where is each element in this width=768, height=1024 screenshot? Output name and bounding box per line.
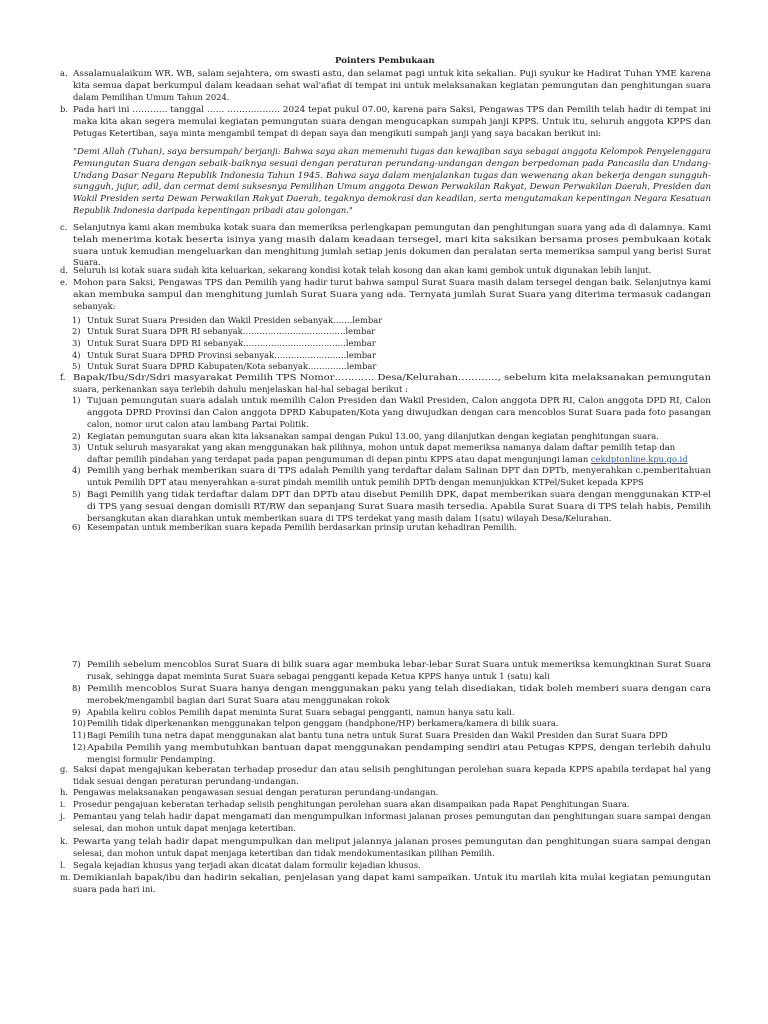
item-text-line: suara untuk kemudian mengeluarkan dan menghitung jumlah setiap jenis dokumen dan peralatan serta memeriksa sampul yang berisi Surat	[73, 245, 711, 256]
item-text-line: telah menerima kotak beserta isinya yang masih dalam keadaan tersegel, mari kita saksikan bersama proses pembukaan kotak	[73, 233, 712, 244]
item-text-line: Untuk Surat Suara DPR RI sebanyak……………………………….lembar	[87, 326, 376, 336]
oath-text-line: Wakil Presiden serta Dewan Perwakilan Rakyat Daerah, tegaknya demokrasi dan keadilan, serta mengutamakan kepentingan Negara Kesatuan	[73, 193, 711, 203]
item-text-line: Bagi Pemilih yang tidak terdaftar dalam DPT dan DPTb atau disebut Pemilih DPK, dapat memberikan suara dengan menggunakan KTP-el	[87, 489, 711, 499]
item-marker: f.	[60, 372, 66, 382]
item-marker: 12)	[72, 742, 86, 752]
item-text-line: bersangkutan akan diarahkan untuk memberikan suara di TPS terdekat yang masih dalam 1(satu) wilayah Desa/Kelurahan.	[87, 512, 612, 523]
item-marker: 4)	[72, 350, 81, 360]
item-text-line: Pada hari ini ………… tanggal …… ……………… 2024 tepat pukul 07.00, karena para Saksi, Pengawas TPS dan Pemilih telah hadir di tempat ini	[73, 104, 712, 114]
item-marker: c.	[60, 222, 68, 232]
item-text-line: Seluruh isi kotak suara sudah kita keluarkan, sekarang kondisi kotak telah kosong dan akan kami gembok untuk digunakan lebih lanjut.	[73, 265, 652, 275]
item-text-line: daftar pemilih pindahan yang terdapat pada papan pengumuman di depan pintu KPPS atau dapat mengunjungi laman	[87, 453, 591, 464]
item-marker: m.	[60, 872, 71, 882]
item-marker: 1)	[72, 395, 81, 405]
item-text-line: anggota DPRD Provinsi dan Calon anggota DPRD Kabupaten/Kota yang diwujudkan dengan cara mencoblos Surat Suara pada foto pasangan	[87, 406, 712, 417]
item-text-line: Prosedur pengajuan keberatan terhadap selisih penghitungan perolehan suara akan disampaikan pada Rapat Penghitungan Suara.	[73, 799, 630, 809]
item-marker: 3)	[72, 442, 81, 452]
item-text-line: Bapak/Ibu/Sdr/Sdri masyarakat Pemilih TPS Nomor………… Desa/Kelurahan…………, sebelum kita melaksanakan pemungutan	[73, 372, 712, 382]
item-text-line: kita semua dapat berkumpul dalam keadaan sehat wal'afiat di tempat ini untuk melaksanakan kegiatan pemungutan dan penghitungan suara	[73, 79, 711, 90]
oath-text-line: Republik Indonesia daripada kepentingan pribadi atau golongan."	[73, 204, 353, 215]
item-text-line: Untuk Surat Suara DPRD Provinsi sebanyak……………………..lembar	[87, 350, 377, 360]
item-text-line: mengisi formulir Pendamping.	[87, 753, 216, 764]
item-text-line: Untuk Surat Suara Presiden dan Wakil Presiden sebanyak…….lembar	[87, 315, 383, 325]
item-text-line: akan membuka sampul dan menghitung jumlah Surat Suara yang ada. Ternyata jumlah Surat Suara yang diterima termasuk cadangan	[73, 288, 712, 299]
item-marker: g.	[60, 764, 68, 774]
item-marker: e.	[60, 277, 68, 287]
document-title: Pointers Pembukaan	[335, 56, 435, 66]
oath-text-line: "Demi Allah (Tuhan), saya bersumpah/ berjanji: Bahwa saya akan memenuhi tugas dan kewajiban saya sebagai anggota Kelompok Penyelenggara	[73, 146, 711, 156]
oath-text-line: Pemungutan Suara dengan sebaik-baiknya sesuai dengan peraturan perundang-undangan dengan berpedoman pada Pancasila dan Undang-	[73, 157, 712, 168]
item-text-line: maka kita akan segera memulai kegiatan pemungutan suara dengan mengucapkan sumpah janji KPPS. Untuk itu, seluruh anggota KPPS dan	[73, 115, 711, 126]
item-marker: 2)	[72, 326, 81, 336]
item-marker: b.	[60, 104, 68, 114]
item-text-line: rusak, sehingga dapat meminta Surat Suara sebagai pengganti kepada Ketua KPPS hanya untuk 1 (satu) kali	[87, 670, 550, 681]
item-marker: 2)	[72, 431, 81, 441]
item-text-line: Segala kejadian khusus yang terjadi akan dicatat dalam formulir kejadian khusus.	[73, 860, 421, 870]
item-text-line: Saksi dapat mengajukan keberatan terhadap prosedur dan atau selisih penghitungan perolehan suara kepada KPPS apabila terdapat hal yang	[73, 764, 712, 774]
item-text-line: Pemilih sebelum mencoblos Surat Suara di bilik suara agar membuka lebar-lebar Surat Suara untuk memeriksa kemungkinan Surat Suara	[87, 659, 712, 669]
item-text-line: Demikianlah bapak/ibu dan hadirin sekalian, penjelasan yang dapat kami sampaikan. Untuk itu marilah kita mulai kegiatan pemungutan	[73, 872, 711, 882]
item-text-line: suara pada hari ini.	[73, 883, 156, 894]
item-marker: 11)	[72, 730, 86, 740]
item-text-line: Bagi Pemilih tuna netra dapat menggunakan alat bantu tuna netra untuk Surat Suara Presiden dan Wakil Presiden dan Surat Suara DPD	[87, 730, 668, 740]
item-text-line: sebanyak:	[73, 300, 116, 311]
item-marker: j.	[60, 811, 66, 821]
item-text-line: Pengawas melaksanakan pengawasan sesuai dengan peraturan perundang-undangan.	[73, 787, 439, 797]
item-text-line: Kegiatan pemungutan suara akan kita laksanakan sampai dengan Pukul 13.00, yang dilanjutkan dengan kegiatan penghitungan suara.	[87, 431, 659, 441]
item-marker: 3)	[72, 338, 81, 348]
item-text-line: Suara.	[73, 257, 101, 268]
item-marker: d.	[60, 265, 68, 275]
item-marker: 6)	[72, 522, 81, 532]
item-text-line: Pemilih yang berhak memberikan suara di TPS adalah Pemilih yang terdaftar dalam Salinan DPT dan DPTb, menyerahkan c.pemberitahuan	[87, 465, 712, 475]
item-marker: 10)	[72, 718, 86, 728]
item-text-line: suara, perkenankan saya terlebih dahulu menjelaskan hal-hal sebagai berikut :	[73, 383, 408, 394]
item-text-line: calon, nomor urut calon atau lambang Partai Politik.	[87, 418, 309, 429]
oath-text-line: sungguh, jujur, adil, dan cermat demi suksesnya Pemilihan Umum anggota Dewan Perwakilan Rakyat, Dewan Perwakilan Daerah, Presiden dan	[73, 181, 712, 192]
item-text-line: selesai, dan mohon untuk dapat menjaga ketertiban.	[73, 822, 296, 833]
item-text-line: Petugas Ketertiban, saya minta mengambil tempat di depan saya dan mengikuti sumpah janji yang saya bacakan berikut ini:	[73, 127, 602, 138]
item-marker: 4)	[72, 465, 81, 475]
item-text-line: Apabila keliru coblos Pemilih dapat meminta Surat Suara sebagai pengganti, namun hanya satu kali.	[87, 707, 515, 717]
item-text-line: merobek/mengambil bagian dari Surat Suara atau menggunakan rokok	[87, 694, 390, 705]
item-text-line: Pewarta yang telah hadir dapat mengumpulkan dan meliput jalannya jalanan proses pemungutan dan penghitungan suara sampai dengan	[73, 836, 712, 846]
item-text-line: Pemantau yang telah hadir dapat mengamati dan mengumpulkan informasi jalanan proses pemungutan dan penghitungan suara sampai dengan	[73, 811, 712, 821]
item-text-line: di TPS yang sesuai dengan domisili RT/RW dan sepanjang Surat Suara masih tersedia. Apabila Surat Suara di TPS telah habis, Pemilih	[87, 500, 711, 511]
item-marker: 5)	[72, 489, 81, 499]
item-text-line: tidak sesuai dengan peraturan perundang-undangan.	[73, 775, 299, 786]
item-marker: 7)	[72, 659, 81, 669]
item-text-line: Apabila Pemilih yang membutuhkan bantuan dapat menggunakan pendamping sendiri atau Petugas KPPS, dengan terlebih dahulu	[87, 742, 711, 752]
item-marker: i.	[60, 799, 66, 809]
item-text-line: Assalamualaikum WR. WB, salam sejahtera, om swasti astu, dan selamat pagi untuk kita sekalian. Puji syukur ke Hadirat Tuhan YME karena	[73, 68, 712, 78]
item-text-line: Pemilih tidak diperkenankan menggunakan telpon genggam (handphone/HP) berkamera/kamera di bilik suara.	[87, 718, 559, 728]
item-marker: 5)	[72, 361, 81, 371]
item-text-line: Pemilih mencoblos Surat Suara hanya dengan menggunakan paku yang telah disediakan, tidak boleh memberi suara dengan cara	[87, 683, 712, 693]
item-text-line: untuk Pemilih DPT atau menyerahkan a-surat pindah memilih untuk pemilih DPTb dengan menunjukkan KTPel/Suket kepada KPPS	[87, 476, 644, 487]
item-marker: a.	[60, 68, 68, 78]
item-text-line: Untuk Surat Suara DPD RI sebanyak……………………………….lembar	[87, 338, 376, 348]
item-text-line: Untuk Surat Suara DPRD Kabupaten/Kota sebanyak…………..lembar	[87, 361, 377, 371]
item-text-line: Tujuan pemungutan suara adalah untuk memilih Calon Presiden dan Wakil Presiden, Calon anggota DPR RI, Calon anggota DPD RI, Calon	[87, 395, 712, 405]
oath-text-line: Undang Dasar Negara Republik Indonesia Tahun 1945. Bahwa saya dalam menjalankan tugas dan wewenang akan bekerja dengan sungguh-	[73, 169, 712, 180]
item-marker: 9)	[72, 707, 81, 717]
item-text-line: Kesempatan untuk memberikan suara kepada Pemilih berdasarkan prinsip urutan kehadiran Pemilih.	[87, 522, 518, 532]
item-marker: 1)	[72, 315, 81, 325]
item-text-line: selesai, dan mohon untuk dapat menjaga ketertiban dan tidak mendokumentasikan pilihan Pemilih.	[73, 847, 495, 858]
item-text-line: Selanjutnya kami akan membuka kotak suara dan memeriksa perlengkapan pemungutan dan penghitungan suara yang ada di dalamnya. Kami	[73, 222, 712, 232]
item-marker: k.	[60, 836, 68, 846]
item-marker: h.	[60, 787, 69, 797]
item-text-line: dalam Pemilihan Umum Tahun 2024.	[73, 91, 230, 102]
item-marker: l.	[60, 860, 66, 870]
item-marker: 8)	[72, 683, 81, 693]
item-text-line: Untuk seluruh masyarakat yang akan menggunakan hak pilihnya, mohon untuk dapat memeriksa namanya dalam daftar pemilih tetap dan	[87, 442, 676, 452]
item-text-line: Mohon para Saksi, Pengawas TPS dan Pemilih yang hadir turut bahwa sampul Surat Suara masih dalam tersegel dengan baik. Selanjutnya kami	[73, 277, 712, 287]
dpt-online-link[interactable]: cekdptonline.kpu.go.id	[590, 453, 688, 464]
